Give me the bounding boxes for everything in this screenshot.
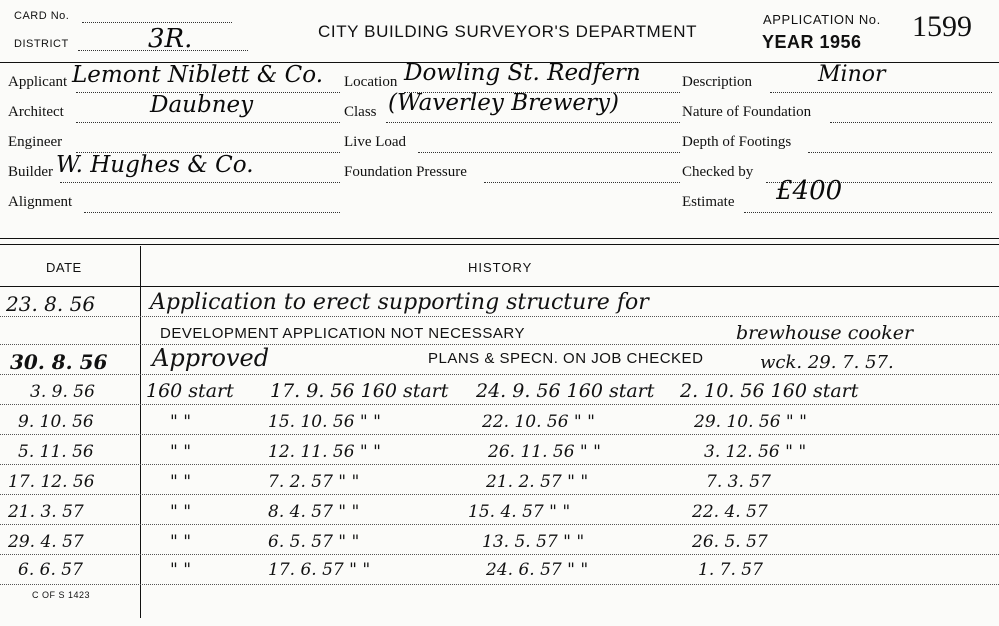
row-separator — [0, 554, 999, 555]
estimate-value: £400 — [776, 176, 843, 206]
foundation-pressure-label: Foundation Pressure — [344, 164, 467, 180]
checked-by-label: Checked by — [682, 164, 754, 180]
row-date: 5. 11. 56 — [18, 442, 94, 462]
card-no-line — [82, 22, 232, 23]
row-date: 30. 8. 56 — [10, 350, 108, 374]
district-label: DISTRICT — [14, 38, 69, 50]
row-date: 3. 9. 56 — [30, 382, 95, 402]
class-label: Class — [344, 104, 377, 120]
row-history-c3: 13. 5. 57 " " — [482, 532, 585, 552]
row-date: 29. 4. 57 — [8, 532, 84, 552]
department-title: CITY BUILDING SURVEYOR'S DEPARTMENT — [318, 22, 698, 41]
row-history-c2: 8. 4. 57 " " — [268, 502, 360, 522]
row-history-c4: 3. 12. 56 " " — [704, 442, 807, 462]
foundation-pressure-line — [484, 182, 680, 183]
row-history-c4: 7. 3. 57 — [706, 472, 771, 492]
nature-of-foundation-line — [830, 122, 992, 123]
description-label: Description — [682, 74, 752, 90]
row-history-c1: " " — [170, 502, 192, 522]
row-history-c2: 17. 6. 57 " " — [268, 560, 371, 580]
plans-checked-stamp: PLANS & SPECN. ON JOB CHECKED — [428, 350, 704, 367]
row-history-c4: 2. 10. 56 160 start — [680, 380, 859, 402]
estimate-line — [744, 212, 992, 213]
year-label: YEAR 1956 — [762, 32, 862, 52]
row-history-text: Application to erect supporting structure for — [150, 290, 649, 315]
architect-value: Daubney — [150, 92, 254, 118]
row-history-text: wck. 29. 7. 57. — [760, 352, 894, 373]
district-value: 3R. — [148, 24, 193, 54]
row-history-c4: 26. 5. 57 — [692, 532, 768, 552]
history-column-header: HISTORY — [468, 260, 533, 275]
row-history-c1: " " — [170, 412, 192, 432]
class-value: (Waverley Brewery) — [388, 90, 619, 116]
row-history-c1: " " — [170, 442, 192, 462]
row-separator — [0, 464, 999, 465]
row-history-c4: 22. 4. 57 — [692, 502, 768, 522]
date-column-header: DATE — [46, 260, 82, 275]
row-history-c3: 26. 11. 56 " " — [488, 442, 601, 462]
form-code: C OF S 1423 — [32, 590, 91, 600]
architect-line — [76, 122, 340, 123]
architect-label: Architect — [8, 104, 64, 120]
row-history-c1: " " — [170, 472, 192, 492]
row-separator — [0, 584, 999, 585]
description-value: Minor — [818, 62, 886, 87]
row-separator — [0, 524, 999, 525]
nature-of-foundation-label: Nature of Foundation — [682, 104, 812, 120]
row-date: 6. 6. 57 — [18, 560, 83, 580]
development-stamp: DEVELOPMENT APPLICATION NOT NECESSARY — [160, 325, 525, 342]
description-line — [770, 92, 992, 93]
live-load-label: Live Load — [344, 134, 407, 150]
table-top-rule-1 — [0, 238, 999, 239]
row-history-c4: 1. 7. 57 — [698, 560, 763, 580]
row-history-c3: 24. 9. 56 160 start — [476, 380, 655, 402]
row-history-c3: 22. 10. 56 " " — [482, 412, 595, 432]
row-history-c2: 6. 5. 57 " " — [268, 532, 360, 552]
depth-of-footings-label: Depth of Footings — [682, 134, 792, 150]
row-history-c1: " " — [170, 560, 192, 580]
engineer-label: Engineer — [8, 134, 63, 150]
row-date: 9. 10. 56 — [18, 412, 94, 432]
row-history-text: Approved — [152, 344, 270, 372]
live-load-line — [418, 152, 680, 153]
application-label: APPLICATION No. — [763, 12, 881, 27]
row-date: 17. 12. 56 — [8, 472, 95, 492]
alignment-line — [84, 212, 340, 213]
applicant-value: Lemont Niblett & Co. — [72, 62, 324, 88]
card-no-label: CARD No. — [14, 10, 70, 22]
row-history-c3: 24. 6. 57 " " — [486, 560, 589, 580]
row-separator — [0, 434, 999, 435]
row-history-c2: 15. 10. 56 " " — [268, 412, 381, 432]
location-value: Dowling St. Redfern — [404, 60, 641, 86]
row-history-c4: 29. 10. 56 " " — [694, 412, 807, 432]
row-history-c1: " " — [170, 532, 192, 552]
estimate-label: Estimate — [682, 194, 735, 210]
row-date: 23. 8. 56 — [6, 292, 96, 316]
row-separator — [0, 404, 999, 405]
table-header-rule — [0, 286, 999, 287]
depth-of-footings-line — [808, 152, 992, 153]
table-top-rule-2 — [0, 244, 999, 245]
row-history-c1: 160 start — [146, 380, 234, 402]
alignment-label: Alignment — [8, 194, 73, 210]
row-history-c3: 21. 2. 57 " " — [486, 472, 589, 492]
class-line — [386, 122, 680, 123]
row-date: 21. 3. 57 — [8, 502, 84, 522]
applicant-label: Applicant — [8, 74, 68, 90]
row-separator — [0, 316, 999, 317]
builder-label: Builder — [8, 164, 53, 180]
row-history-c2: 7. 2. 57 " " — [268, 472, 360, 492]
date-column-divider — [140, 246, 141, 618]
row-history-c3: 15. 4. 57 " " — [468, 502, 571, 522]
row-separator — [0, 344, 999, 345]
location-label: Location — [344, 74, 398, 90]
row-history-c2: 12. 11. 56 " " — [268, 442, 381, 462]
row-history-text: brewhouse cooker — [736, 322, 914, 344]
row-history-c2: 17. 9. 56 160 start — [270, 380, 449, 402]
application-number: 1599 — [912, 10, 972, 43]
builder-line — [60, 182, 340, 183]
row-separator — [0, 494, 999, 495]
builder-value: W. Hughes & Co. — [56, 152, 254, 178]
row-separator — [0, 374, 999, 375]
